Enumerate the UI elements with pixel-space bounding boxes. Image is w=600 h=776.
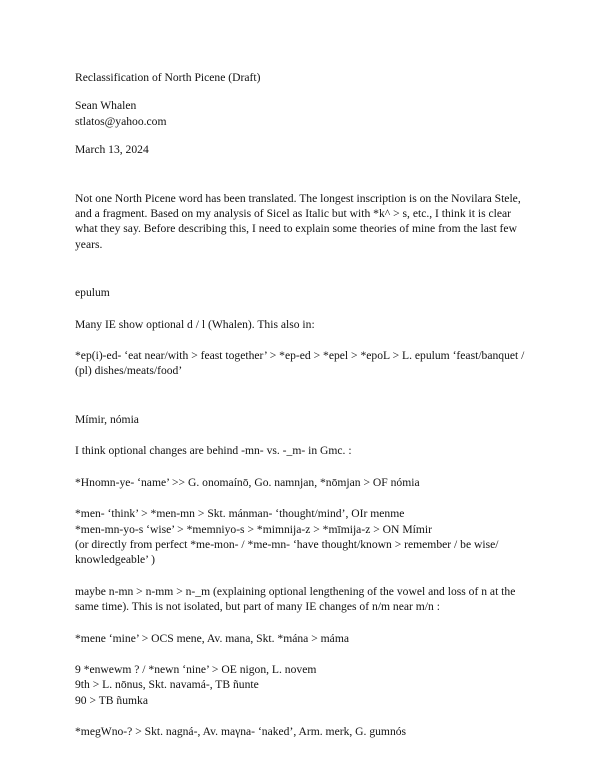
document-header: [75, 70, 555, 158]
mimir-example-line: 90 > TB ñumka: [75, 693, 148, 707]
document-page: [75, 70, 555, 740]
intro-line: Not one North Picene word has been translated. The longest inscription is on the Novilara Stele,: [75, 191, 521, 205]
mimir-example-line: knowledgeable’ ): [75, 553, 155, 567]
mimir-example-line: 9 *enwewm ? / *newn ‘nine’ > OE nigon, L. novem: [75, 662, 317, 676]
mimir-example-line: 9th > L. nōnus, Skt. navamá-, TB ñunte: [75, 678, 259, 692]
author-name: Sean Whalen: [75, 99, 137, 113]
section-epulum: [75, 285, 555, 379]
epulum-paragraph: Many IE show optional d / l (Whalen). This also in:: [75, 317, 315, 331]
mimir-paragraph: I think optional changes are behind -mn- vs. -_m- in Gmc. :: [75, 444, 352, 458]
mimir-example-line: *men- ‘think’ > *men-mn > Skt. mánman- ‘thought/mind’, OIr menme: [75, 507, 405, 521]
document-date: March 13, 2024: [75, 143, 149, 157]
intro-line: years.: [75, 237, 103, 251]
epulum-example-line: *ep(i)-ed- ‘eat near/with > feast together’ > *ep-ed > *epel > *epoL > L. epulum ‘feast/banquet /: [75, 349, 525, 363]
section-mimir: [75, 412, 555, 740]
intro-paragraph: [75, 191, 555, 253]
mimir-paragraph-line: maybe n-mn > n-mm > n-_m (explaining optional lengthening of the vowel and loss of n at the: [75, 584, 516, 598]
section-heading-epulum: epulum: [75, 286, 110, 300]
mimir-example-line: *men-mn-yo-s ‘wise’ > *memniyo-s > *mimnija-z > *mīmija-z > ON Mímir: [75, 522, 432, 536]
author-email: stlatos@yahoo.com: [75, 114, 167, 128]
mimir-example-mine: *mene ‘mine’ > OCS mene, Av. mana, Skt. *mána > máma: [75, 631, 349, 645]
mimir-example-naked: *megWno-? > Skt. nagná-, Av. maγna- ‘naked’, Arm. merk, G. gumnós: [75, 725, 407, 739]
section-heading-mimir: Mímir, nómia: [75, 412, 139, 426]
intro-line: and a fragment. Based on my analysis of Sicel as Italic but with *k^ > s, etc., I think it is clear: [75, 207, 512, 221]
mimir-paragraph-line: same time). This is not isolated, but part of many IE changes of n/m near m/n :: [75, 600, 440, 614]
intro-line: what they say. Before describing this, I need to explain some theories of mine from the last few: [75, 222, 517, 236]
mimir-example-nomia: *Hnomn-ye- ‘name’ >> G. onomaínō, Go. namnjan, *nōmjan > OF nómia: [75, 475, 420, 489]
epulum-example-line: (pl) dishes/meats/food’: [75, 364, 183, 378]
mimir-example-line: (or directly from perfect *me-mon- / *me-mn- ‘have thought/known > remember / be wise/: [75, 537, 499, 551]
document-title: Reclassification of North Picene (Draft): [75, 71, 261, 84]
